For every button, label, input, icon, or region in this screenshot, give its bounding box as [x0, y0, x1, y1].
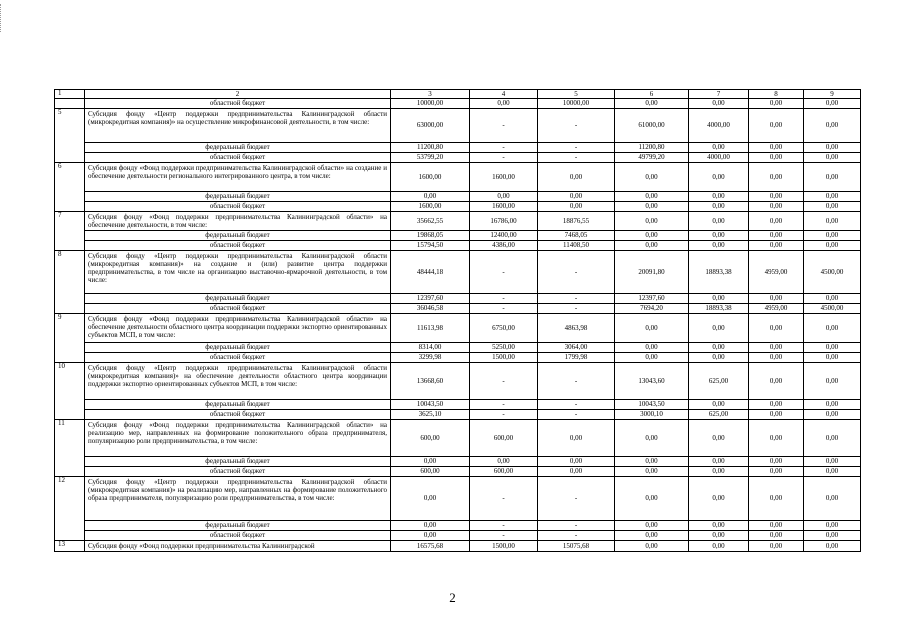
value-cell: 0,00 — [749, 467, 804, 477]
value-cell: 11200,80 — [615, 143, 689, 153]
value-cell: 0,00 — [689, 99, 749, 109]
value-cell: 625,00 — [689, 410, 749, 420]
value-cell: 1600,00 — [470, 202, 538, 212]
value-cell: 0,00 — [689, 192, 749, 202]
value-cell: 0,00 — [538, 420, 615, 457]
value-cell: - — [538, 109, 615, 143]
table-subrow — [55, 202, 861, 212]
value-cell: 0,00 — [804, 521, 861, 531]
value-cell: 3064,00 — [538, 343, 615, 353]
value-cell: 0,00 — [749, 294, 804, 304]
value-cell: 0,00 — [749, 99, 804, 109]
header-cell: 4 — [470, 90, 538, 99]
value-cell: 0,00 — [615, 467, 689, 477]
value-cell: 0,00 — [615, 420, 689, 457]
value-cell: 0,00 — [749, 343, 804, 353]
value-cell: 4500,00 — [804, 251, 861, 294]
table-subrow — [55, 294, 861, 304]
value-cell: 0,00 — [804, 353, 861, 363]
value-cell: - — [538, 400, 615, 410]
value-cell: 0,00 — [804, 212, 861, 231]
value-cell: - — [470, 304, 538, 314]
value-cell: 0,00 — [615, 457, 689, 467]
budget-source-label: федеральный бюджет — [85, 143, 391, 153]
value-cell: 0,00 — [749, 231, 804, 241]
header-cell: 1 — [55, 90, 85, 99]
value-cell: 600,00 — [470, 467, 538, 477]
value-cell: 0,00 — [749, 212, 804, 231]
value-cell: 0,00 — [804, 541, 861, 552]
header-cell: 9 — [804, 90, 861, 99]
value-cell: 1500,00 — [470, 353, 538, 363]
table-subrow — [55, 410, 861, 420]
value-cell: 0,00 — [804, 457, 861, 467]
value-cell: - — [470, 251, 538, 294]
value-cell: 0,00 — [749, 541, 804, 552]
value-cell: 0,00 — [615, 192, 689, 202]
table-subrow — [55, 521, 861, 531]
value-cell: 0,00 — [391, 192, 470, 202]
table-subrow — [55, 143, 861, 153]
value-cell: 600,00 — [470, 420, 538, 457]
table-row — [55, 109, 861, 143]
value-cell: 0,00 — [749, 109, 804, 143]
value-cell: - — [538, 477, 615, 521]
value-cell: 600,00 — [391, 467, 470, 477]
value-cell: 20091,80 — [615, 251, 689, 294]
value-cell: 0,00 — [689, 294, 749, 304]
value-cell: 4500,00 — [804, 304, 861, 314]
table-row — [55, 420, 861, 457]
value-cell: 3625,10 — [391, 410, 470, 420]
value-cell: 0,00 — [615, 343, 689, 353]
value-cell: 0,00 — [689, 314, 749, 343]
value-cell: 0,00 — [615, 212, 689, 231]
value-cell: 0,00 — [689, 531, 749, 541]
value-cell: 0,00 — [804, 241, 861, 251]
table-row — [55, 163, 861, 192]
value-cell: - — [538, 143, 615, 153]
value-cell: 0,00 — [538, 202, 615, 212]
table-subrow — [55, 457, 861, 467]
budget-source-label: областной бюджет — [85, 531, 391, 541]
row-number: 8 — [55, 251, 85, 314]
row-description: Субсидия фонду «Фонд поддержки предпринимательства Калининградской — [85, 541, 391, 552]
row-description: Субсидия фонду «Фонд поддержки предпринимательства Калининградской области» на обеспечение деятельности, в том числе: — [85, 212, 391, 231]
row-number: 11 — [55, 420, 85, 477]
value-cell: 0,00 — [615, 163, 689, 192]
value-cell: 4863,98 — [538, 314, 615, 343]
scan-edge-mark — [0, 4, 4, 32]
value-cell: 13668,60 — [391, 363, 470, 400]
row-number: 7 — [55, 212, 85, 251]
value-cell: 53799,20 — [391, 153, 470, 163]
value-cell: 1600,00 — [470, 163, 538, 192]
value-cell: - — [470, 477, 538, 521]
value-cell: - — [538, 363, 615, 400]
value-cell: 0,00 — [615, 531, 689, 541]
value-cell: 0,00 — [689, 202, 749, 212]
value-cell: 0,00 — [749, 420, 804, 457]
value-cell: 0,00 — [749, 457, 804, 467]
value-cell: - — [538, 304, 615, 314]
value-cell: 0,00 — [749, 353, 804, 363]
value-cell: 625,00 — [689, 363, 749, 400]
value-cell: 7694,20 — [615, 304, 689, 314]
value-cell: - — [538, 294, 615, 304]
budget-source-label: областной бюджет — [85, 153, 391, 163]
value-cell: 0,00 — [538, 163, 615, 192]
header-cell: 7 — [689, 90, 749, 99]
value-cell: 0,00 — [804, 477, 861, 521]
header-cell: 6 — [615, 90, 689, 99]
value-cell: 0,00 — [689, 231, 749, 241]
value-cell: - — [470, 109, 538, 143]
value-cell: 0,00 — [804, 314, 861, 343]
value-cell: 0,00 — [470, 192, 538, 202]
row-number — [55, 99, 85, 109]
value-cell: 0,00 — [615, 521, 689, 531]
row-description: Субсидия фонду «Фонд поддержки предпринимательства Калининградской области» на реализацию мер, направленных на формирование положительного образа предпринимателя, популяризацию роли предпринимательства, в том числе: — [85, 420, 391, 457]
value-cell: 0,00 — [615, 99, 689, 109]
budget-source-label: областной бюджет — [85, 202, 391, 212]
value-cell: 0,00 — [615, 241, 689, 251]
value-cell: 3299,98 — [391, 353, 470, 363]
value-cell: 18893,38 — [689, 304, 749, 314]
table-row — [55, 314, 861, 343]
value-cell: 10000,00 — [538, 99, 615, 109]
row-number: 13 — [55, 541, 85, 552]
value-cell: 13043,60 — [615, 363, 689, 400]
value-cell: 12397,60 — [615, 294, 689, 304]
value-cell: 0,00 — [391, 531, 470, 541]
value-cell: 19868,05 — [391, 231, 470, 241]
table-subrow — [55, 400, 861, 410]
value-cell: 0,00 — [804, 467, 861, 477]
row-number: 12 — [55, 477, 85, 541]
value-cell: 0,00 — [689, 212, 749, 231]
value-cell: 0,00 — [689, 353, 749, 363]
table-row — [55, 541, 861, 552]
table-row — [55, 477, 861, 521]
row-description: Субсидия фонду «Фонд поддержки предпринимательства Калининградской области» на обеспечение деятельности областного центра координации поддержки экспортно ориентированных субъектов МСП, в том числе: — [85, 314, 391, 343]
value-cell: 0,00 — [689, 343, 749, 353]
value-cell: 0,00 — [615, 541, 689, 552]
header-cell: 5 — [538, 90, 615, 99]
value-cell: 0,00 — [804, 400, 861, 410]
value-cell: 0,00 — [615, 202, 689, 212]
value-cell: 600,00 — [391, 420, 470, 457]
budget-source-label: федеральный бюджет — [85, 192, 391, 202]
value-cell: 0,00 — [689, 400, 749, 410]
value-cell: 0,00 — [749, 163, 804, 192]
value-cell: 0,00 — [804, 153, 861, 163]
value-cell: 0,00 — [804, 99, 861, 109]
value-cell: 0,00 — [391, 457, 470, 467]
row-description: Субсидия фонду «Центр поддержки предпринимательства Калининградской области (микрокредитная компания)» на обеспечение деятельности областного центра координации поддержки экспортно ориентированных субъектов МСП, в том числе: — [85, 363, 391, 400]
value-cell: - — [470, 143, 538, 153]
value-cell: 10000,00 — [391, 99, 470, 109]
value-cell: 18876,55 — [538, 212, 615, 231]
row-description: Субсидия фонду «Центр поддержки предпринимательства Калининградской области (микрокредитная компания)» на создание и (или) развитие центра поддержки предпринимательства, в том числе на организацию выставочно-ярмарочной деятельности, в том числе: — [85, 251, 391, 294]
value-cell: - — [470, 410, 538, 420]
table-subrow — [55, 304, 861, 314]
value-cell: - — [538, 521, 615, 531]
value-cell: 0,00 — [689, 163, 749, 192]
value-cell: 36046,58 — [391, 304, 470, 314]
table-subrow — [55, 467, 861, 477]
budget-source-label: федеральный бюджет — [85, 400, 391, 410]
row-description: Субсидия фонду «Центр поддержки предпринимательства Калининградской области (микрокредитная компания)» на осуществление микрофинансовой деятельности, в том числе: — [85, 109, 391, 143]
row-description: Субсидия фонду «Фонд поддержки предпринимательства Калининградской области» на создание и обеспечение деятельности регионального интегрированного центра, в том числе: — [85, 163, 391, 192]
value-cell: 1600,00 — [391, 202, 470, 212]
budget-source-label: федеральный бюджет — [85, 294, 391, 304]
value-cell: 0,00 — [470, 99, 538, 109]
value-cell: 0,00 — [804, 109, 861, 143]
budget-source-label: федеральный бюджет — [85, 231, 391, 241]
table-subrow — [55, 531, 861, 541]
table-row — [55, 212, 861, 231]
value-cell: 48444,18 — [391, 251, 470, 294]
row-number: 10 — [55, 363, 85, 420]
table-subrow — [55, 241, 861, 251]
value-cell: 3000,10 — [615, 410, 689, 420]
value-cell: 10043,50 — [615, 400, 689, 410]
value-cell: 8314,00 — [391, 343, 470, 353]
table-row — [55, 363, 861, 400]
value-cell: 0,00 — [749, 477, 804, 521]
table-body — [55, 90, 861, 552]
value-cell: 4959,00 — [749, 251, 804, 294]
value-cell: 1799,98 — [538, 353, 615, 363]
value-cell: 0,00 — [749, 241, 804, 251]
value-cell: 5250,00 — [470, 343, 538, 353]
value-cell: 4000,00 — [689, 153, 749, 163]
value-cell: 15794,50 — [391, 241, 470, 251]
value-cell: 0,00 — [749, 400, 804, 410]
value-cell: 4959,00 — [749, 304, 804, 314]
value-cell: - — [538, 531, 615, 541]
budget-source-label: федеральный бюджет — [85, 343, 391, 353]
value-cell: 16786,00 — [470, 212, 538, 231]
budget-source-label: областной бюджет — [85, 241, 391, 251]
value-cell: 0,00 — [689, 521, 749, 531]
value-cell: - — [538, 153, 615, 163]
value-cell: 11408,50 — [538, 241, 615, 251]
value-cell: 0,00 — [804, 420, 861, 457]
value-cell: 35662,55 — [391, 212, 470, 231]
budget-source-label: областной бюджет — [85, 304, 391, 314]
value-cell: 0,00 — [804, 202, 861, 212]
value-cell: 0,00 — [689, 467, 749, 477]
value-cell: - — [470, 531, 538, 541]
value-cell: 0,00 — [391, 477, 470, 521]
value-cell: 0,00 — [804, 294, 861, 304]
row-number: 9 — [55, 314, 85, 363]
value-cell: - — [470, 153, 538, 163]
row-number: 5 — [55, 109, 85, 163]
value-cell: 0,00 — [615, 353, 689, 363]
value-cell: 0,00 — [615, 314, 689, 343]
value-cell: 0,00 — [749, 153, 804, 163]
value-cell: 63000,00 — [391, 109, 470, 143]
table-subrow — [55, 353, 861, 363]
budget-source-label: областной бюджет — [85, 353, 391, 363]
value-cell: 11613,98 — [391, 314, 470, 343]
value-cell: - — [538, 251, 615, 294]
header-cell: 2 — [85, 90, 391, 99]
value-cell: - — [470, 363, 538, 400]
budget-source-label: областной бюджет — [85, 410, 391, 420]
value-cell: 1500,00 — [470, 541, 538, 552]
value-cell: 61000,00 — [615, 109, 689, 143]
header-cell: 3 — [391, 90, 470, 99]
table-row — [55, 251, 861, 294]
header-cell: 8 — [749, 90, 804, 99]
value-cell: 18893,38 — [689, 251, 749, 294]
value-cell: 10043,50 — [391, 400, 470, 410]
table-subrow — [55, 153, 861, 163]
value-cell: 15075,68 — [538, 541, 615, 552]
value-cell: 0,00 — [615, 231, 689, 241]
value-cell: 6750,00 — [470, 314, 538, 343]
value-cell: 0,00 — [749, 314, 804, 343]
header-row — [55, 90, 861, 99]
table-subrow — [55, 343, 861, 353]
value-cell: 0,00 — [749, 531, 804, 541]
value-cell: 0,00 — [749, 202, 804, 212]
value-cell: 0,00 — [749, 363, 804, 400]
value-cell: 0,00 — [749, 192, 804, 202]
value-cell: 0,00 — [804, 343, 861, 353]
value-cell: 16575,68 — [391, 541, 470, 552]
value-cell: 4386,00 — [470, 241, 538, 251]
value-cell: 0,00 — [804, 531, 861, 541]
table-subrow — [55, 231, 861, 241]
value-cell: 0,00 — [749, 521, 804, 531]
value-cell: 1600,00 — [391, 163, 470, 192]
budget-table — [54, 89, 861, 552]
value-cell: 0,00 — [391, 521, 470, 531]
row-number: 6 — [55, 163, 85, 212]
value-cell: 0,00 — [689, 457, 749, 467]
value-cell: 0,00 — [804, 163, 861, 192]
value-cell: - — [470, 294, 538, 304]
value-cell: 0,00 — [749, 410, 804, 420]
value-cell: 4000,00 — [689, 109, 749, 143]
row-description: Субсидия фонду «Центр поддержки предпринимательства Калининградской области (микрокредитная компания)» на реализацию мер, направленных на формирование положительного образа предпринимателя, популяризацию роли предпринимательства, в том числе: — [85, 477, 391, 521]
table-subrow — [55, 192, 861, 202]
budget-source-label: федеральный бюджет — [85, 457, 391, 467]
value-cell: 0,00 — [538, 192, 615, 202]
table-subrow — [55, 99, 861, 109]
value-cell: - — [470, 400, 538, 410]
value-cell: 49799,20 — [615, 153, 689, 163]
value-cell: 0,00 — [538, 467, 615, 477]
value-cell: - — [538, 410, 615, 420]
value-cell: 12397,60 — [391, 294, 470, 304]
value-cell: 12400,00 — [470, 231, 538, 241]
value-cell: 0,00 — [689, 143, 749, 153]
value-cell: 0,00 — [689, 420, 749, 457]
value-cell: 0,00 — [689, 477, 749, 521]
budget-source-label: областной бюджет — [85, 99, 391, 109]
page-number: 2 — [449, 590, 456, 605]
value-cell: 0,00 — [804, 192, 861, 202]
value-cell: 0,00 — [615, 477, 689, 521]
value-cell: 0,00 — [804, 143, 861, 153]
value-cell: 0,00 — [749, 143, 804, 153]
value-cell: 0,00 — [804, 363, 861, 400]
value-cell: 11200,80 — [391, 143, 470, 153]
value-cell: 0,00 — [689, 541, 749, 552]
budget-source-label: федеральный бюджет — [85, 521, 391, 531]
budget-source-label: областной бюджет — [85, 467, 391, 477]
value-cell: 0,00 — [538, 457, 615, 467]
value-cell: 0,00 — [804, 410, 861, 420]
value-cell: 0,00 — [470, 457, 538, 467]
value-cell: 7468,05 — [538, 231, 615, 241]
value-cell: - — [470, 521, 538, 531]
value-cell: 0,00 — [689, 241, 749, 251]
value-cell: 0,00 — [804, 231, 861, 241]
